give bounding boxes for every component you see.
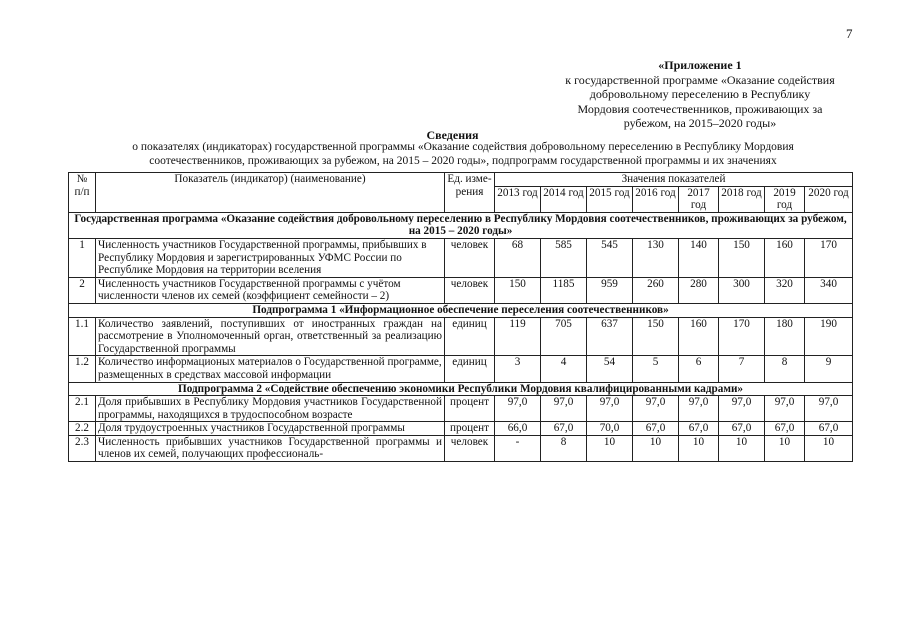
indicators-table <box>68 172 853 462</box>
section-row-sub1: Подпрограмма 1 «Информационное обеспечение переселения соотечественников» <box>69 303 853 317</box>
row-value: 1185 <box>541 277 587 303</box>
row-value: 140 <box>679 238 719 277</box>
row-value: 97,0 <box>541 396 587 422</box>
row-unit: человек <box>445 238 495 277</box>
table-row <box>69 422 853 436</box>
header-values: Значения показателей <box>495 173 853 187</box>
row-value: 97,0 <box>587 396 633 422</box>
row-value: 190 <box>805 317 853 356</box>
row-value: - <box>495 435 541 461</box>
row-name: Количество информационых материалов о Государственной программе, размещенных в средствах массовой информации <box>96 356 445 382</box>
row-value: 340 <box>805 277 853 303</box>
header-year: 2015 год <box>587 186 633 212</box>
row-value: 959 <box>587 277 633 303</box>
row-value: 9 <box>805 356 853 382</box>
row-value: 67,0 <box>633 422 679 436</box>
row-value: 545 <box>587 238 633 277</box>
row-num: 1.2 <box>69 356 96 382</box>
row-value: 8 <box>765 356 805 382</box>
page-number: 7 <box>846 26 853 41</box>
row-value: 67,0 <box>541 422 587 436</box>
header-year: 2017 год <box>679 186 719 212</box>
document-subtitle <box>68 141 858 168</box>
header-year: 2016 год <box>633 186 679 212</box>
row-num: 2.2 <box>69 422 96 436</box>
row-unit: человек <box>445 435 495 461</box>
row-value: 97,0 <box>679 396 719 422</box>
row-value: 97,0 <box>805 396 853 422</box>
row-num: 2.3 <box>69 435 96 461</box>
row-name: Численность участников Государственной программы, прибывших в Республику Мордовия и зарегистрированных УФМС России по Республике Мордовия на территории вселения <box>96 238 445 277</box>
header-num: № п/п <box>69 173 96 213</box>
annex-line: Мордовия соотечественников, проживающих за <box>577 101 823 116</box>
row-value: 70,0 <box>587 422 633 436</box>
row-value: 150 <box>495 277 541 303</box>
annex-title: «Приложение 1 <box>658 58 742 72</box>
document-title: Сведения <box>426 128 479 142</box>
row-value: 10 <box>805 435 853 461</box>
row-value: 66,0 <box>495 422 541 436</box>
row-name: Количество заявлений, поступивших от иностранных граждан на рассмотрение в Уполномоченный орган, ответственный за реализацию Государственной программы <box>96 317 445 356</box>
row-value: 10 <box>679 435 719 461</box>
row-value: 585 <box>541 238 587 277</box>
row-value: 130 <box>633 238 679 277</box>
header-year: 2018 год <box>719 186 765 212</box>
section-row-sub2: Подпрограмма 2 «Содействие обеспечению экономики Республики Мордовия квалифицированными кадрами» <box>69 382 853 396</box>
annex-line: рубежом, на 2015–2020 годы» <box>623 116 777 130</box>
header-year: 2014 год <box>541 186 587 212</box>
row-value: 10 <box>587 435 633 461</box>
subtitle-line: о показателях (индикаторах) государственной программы «Оказание содействия добровольному переселению в Республику Мордовия <box>132 141 794 153</box>
row-value: 54 <box>587 356 633 382</box>
section-row-main: Государственная программа «Оказание содействия добровольному переселению в Республику Мордовия соотечественников, проживающих за рубежом, на 2015 – 2020 годы» <box>69 212 853 238</box>
annex-line: добровольному переселению в Республику <box>589 87 811 101</box>
row-value: 10 <box>719 435 765 461</box>
annex-header <box>540 58 860 131</box>
row-unit: единиц <box>445 317 495 356</box>
row-value: 7 <box>719 356 765 382</box>
table-row <box>69 435 853 461</box>
row-value: 150 <box>719 238 765 277</box>
row-value: 320 <box>765 277 805 303</box>
row-value: 67,0 <box>805 422 853 436</box>
row-value: 4 <box>541 356 587 382</box>
row-value: 97,0 <box>633 396 679 422</box>
row-unit: человек <box>445 277 495 303</box>
row-num: 2.1 <box>69 396 96 422</box>
row-value: 67,0 <box>719 422 765 436</box>
row-value: 97,0 <box>765 396 805 422</box>
row-num: 2 <box>69 277 96 303</box>
table-row <box>69 396 853 422</box>
row-value: 97,0 <box>495 396 541 422</box>
row-unit: процент <box>445 422 495 436</box>
row-value: 637 <box>587 317 633 356</box>
row-name: Численность участников Государственной программы с учётом численности членов их семей (коэффициент семейности – 2) <box>96 277 445 303</box>
row-value: 170 <box>805 238 853 277</box>
row-unit: единиц <box>445 356 495 382</box>
row-value: 67,0 <box>765 422 805 436</box>
row-value: 68 <box>495 238 541 277</box>
row-value: 10 <box>633 435 679 461</box>
row-num: 1 <box>69 238 96 277</box>
row-value: 97,0 <box>719 396 765 422</box>
header-indicator: Показатель (индикатор) (наименование) <box>96 173 445 213</box>
row-value: 280 <box>679 277 719 303</box>
row-value: 6 <box>679 356 719 382</box>
row-value: 150 <box>633 317 679 356</box>
row-value: 170 <box>719 317 765 356</box>
table-row <box>69 356 853 382</box>
row-value: 160 <box>765 238 805 277</box>
subtitle-line: соотечественников, проживающих за рубежом, на 2015 – 2020 годы», подпрограмм государственной программы и их значениях <box>149 154 777 167</box>
table-row <box>69 277 853 303</box>
row-value: 705 <box>541 317 587 356</box>
row-value: 10 <box>765 435 805 461</box>
table-row <box>69 238 853 277</box>
annex-line: к государственной программе «Оказание содействия <box>565 72 835 87</box>
row-name: Численность прибывших участников Государственной программы и членов их семей, получающих профессиональ- <box>96 435 445 461</box>
row-name: Доля трудоустроенных участников Государственной программы <box>96 422 445 436</box>
row-value: 260 <box>633 277 679 303</box>
row-value: 180 <box>765 317 805 356</box>
row-value: 3 <box>495 356 541 382</box>
row-value: 300 <box>719 277 765 303</box>
row-value: 160 <box>679 317 719 356</box>
header-year: 2013 год <box>495 186 541 212</box>
header-unit: Ед. изме- рения <box>445 173 495 213</box>
row-value: 8 <box>541 435 587 461</box>
row-value: 67,0 <box>679 422 719 436</box>
header-year: 2020 год <box>805 186 853 212</box>
row-value: 5 <box>633 356 679 382</box>
header-year: 2019 год <box>765 186 805 212</box>
row-value: 119 <box>495 317 541 356</box>
row-name: Доля прибывших в Республику Мордовия участников Государственной программы, находящихся в трудоспособном возрасте <box>96 396 445 422</box>
table-row <box>69 317 853 356</box>
row-unit: процент <box>445 396 495 422</box>
row-num: 1.1 <box>69 317 96 356</box>
